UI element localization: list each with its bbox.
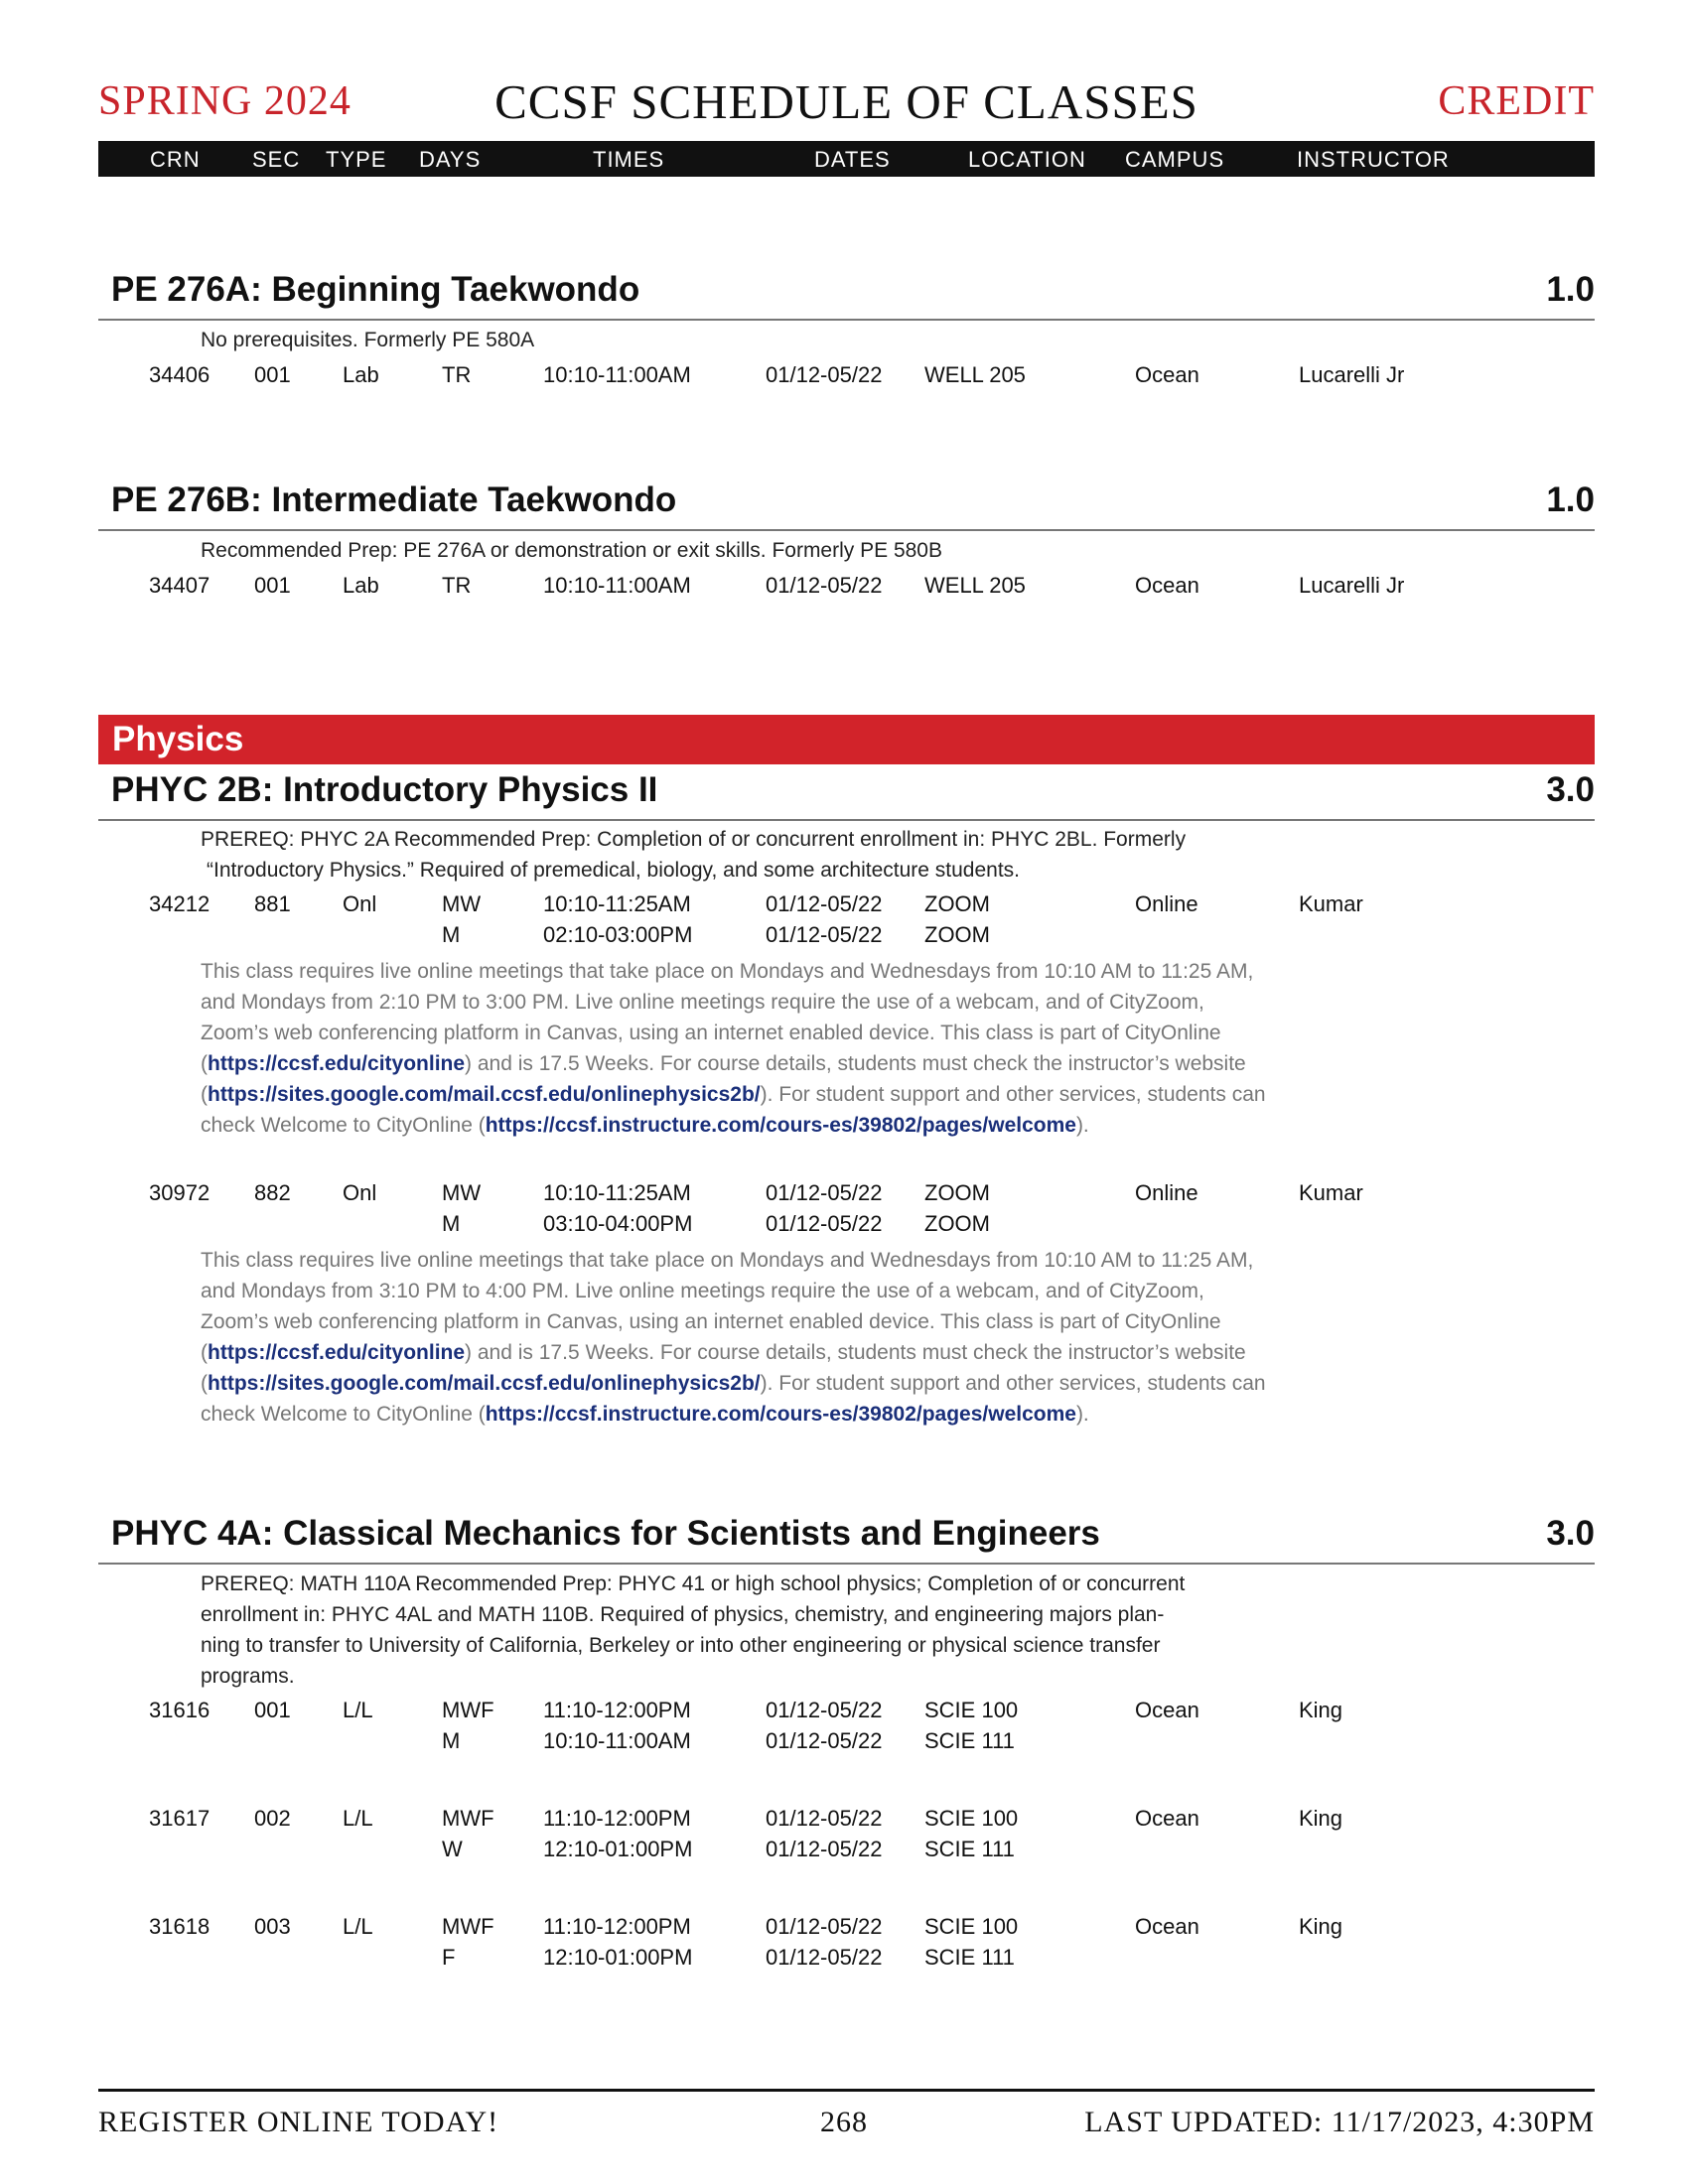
type: L/L [343, 1698, 373, 1722]
crn: 34212 [149, 891, 211, 916]
section-description [201, 956, 1273, 1141]
course-note: Recommended Prep: PE 276A or demonstration or exit skills. Formerly PE 580B [201, 539, 942, 562]
dates: 01/12-05/22 [766, 573, 883, 598]
days: M [442, 922, 461, 947]
crn: 30972 [149, 1180, 211, 1205]
type: Lab [343, 573, 379, 598]
location: SCIE 100 [924, 1806, 1019, 1831]
course-title: PE 276A: Beginning Taekwondo [111, 270, 640, 309]
days: M [442, 1728, 461, 1753]
location: SCIE 111 [924, 1728, 1015, 1753]
cityonline-link[interactable]: https://ccsf.edu/cityonline [208, 1052, 466, 1075]
times: 11:10-12:00PM [543, 1806, 691, 1831]
dates: 01/12-05/22 [766, 1728, 883, 1753]
instructor: King [1299, 1698, 1343, 1722]
days: MW [442, 1180, 482, 1205]
sec: 882 [254, 1180, 291, 1205]
register-online-text: REGISTER ONLINE TODAY! [98, 2106, 499, 2138]
location: WELL 205 [924, 573, 1026, 598]
col-location: LOCATION [968, 147, 1086, 172]
sec: 001 [254, 573, 291, 598]
course-note: programs. [201, 1665, 295, 1688]
location: SCIE 111 [924, 1837, 1015, 1861]
location: SCIE 100 [924, 1914, 1019, 1939]
location: WELL 205 [924, 362, 1026, 387]
dates: 01/12-05/22 [766, 1211, 883, 1236]
course-note: No prerequisites. Formerly PE 580A [201, 329, 535, 351]
instructor: Kumar [1299, 891, 1363, 916]
desc-text: ). For student support and other services, students can check Welcome to CityOnline ( [201, 1372, 1266, 1426]
campus: Online [1135, 1180, 1198, 1205]
sec: 881 [254, 891, 291, 916]
course-title: PE 276B: Intermediate Taekwondo [111, 480, 677, 519]
type: L/L [343, 1806, 373, 1831]
desc-text: This class requires live online meetings that take place on Mondays and Wednesdays from 10:10 AM to 11:25 AM, and Mondays from 2:10 PM to 3:00 PM. Live online meetings require the use of a webcam, and of CityZoom, Zoom’s web conferencing platform in Canvas, using an internet enabled device. This class is part of CityOnline ( [201, 960, 1254, 1075]
days: F [442, 1945, 456, 1970]
days: MW [442, 891, 482, 916]
times: 10:10-11:00AM [543, 573, 691, 598]
dates: 01/12-05/22 [766, 362, 883, 387]
times: 11:10-12:00PM [543, 1698, 691, 1722]
instructor-website-link[interactable]: https://sites.google.com/mail.ccsf.edu/onlinephysics2b/ [208, 1372, 761, 1395]
dates: 01/12-05/22 [766, 891, 883, 916]
crn: 31618 [149, 1914, 211, 1939]
sec: 003 [254, 1914, 291, 1939]
campus: Ocean [1135, 362, 1199, 387]
course-note: “Introductory Physics.” Required of premedical, biology, and some architecture students. [207, 859, 1020, 882]
days: M [442, 1211, 461, 1236]
sec: 001 [254, 1698, 291, 1722]
page-title: CCSF SCHEDULE OF CLASSES [494, 74, 1198, 129]
instructor: King [1299, 1806, 1343, 1831]
crn: 31616 [149, 1698, 211, 1722]
campus: Ocean [1135, 573, 1199, 598]
course-units: 1.0 [1546, 480, 1595, 519]
days: MWF [442, 1698, 494, 1722]
times: 11:10-12:00PM [543, 1914, 691, 1939]
desc-text: ). [1075, 1403, 1089, 1426]
location: ZOOM [924, 922, 990, 947]
page-number: 268 [820, 2106, 868, 2138]
times: 03:10-04:00PM [543, 1211, 693, 1236]
footer-divider [98, 2089, 1595, 2092]
section-description [201, 1245, 1273, 1430]
col-instructor: INSTRUCTOR [1297, 147, 1450, 172]
crn: 34407 [149, 573, 211, 598]
days: MWF [442, 1914, 494, 1939]
dates: 01/12-05/22 [766, 1806, 883, 1831]
sec: 001 [254, 362, 291, 387]
col-dates: DATES [814, 147, 891, 172]
col-crn: CRN [150, 147, 201, 172]
desc-text: ). For student support and other services, students can check Welcome to CityOnline ( [201, 1083, 1266, 1137]
col-days: DAYS [419, 147, 482, 172]
course-units: 3.0 [1546, 770, 1595, 809]
location: ZOOM [924, 1211, 990, 1236]
desc-text: ). [1075, 1114, 1089, 1137]
course-divider [98, 319, 1595, 321]
desc-text: ) and is 17.5 Weeks. For course details, students must check the instructor’s website ( [201, 1052, 1246, 1106]
campus: Ocean [1135, 1806, 1199, 1831]
section-header-label: Physics [112, 720, 244, 758]
col-sec: SEC [252, 147, 301, 172]
course-title: PHYC 4A: Classical Mechanics for Scientists and Engineers [111, 1514, 1100, 1553]
course-note: ning to transfer to University of California, Berkeley or into other engineering or physical science transfer [201, 1634, 1161, 1657]
times: 12:10-01:00PM [543, 1837, 693, 1861]
course-units: 1.0 [1546, 270, 1595, 309]
instructor: Lucarelli Jr [1299, 362, 1405, 387]
days: MWF [442, 1806, 494, 1831]
type: L/L [343, 1914, 373, 1939]
days: TR [442, 362, 472, 387]
dates: 01/12-05/22 [766, 1180, 883, 1205]
course-note: PREREQ: MATH 110A Recommended Prep: PHYC 41 or high school physics; Completion of or concurrent [201, 1572, 1186, 1595]
instructor: Lucarelli Jr [1299, 573, 1405, 598]
category-label: CREDIT [1438, 78, 1595, 124]
section-header-physics [98, 715, 1595, 764]
times: 10:10-11:00AM [543, 362, 691, 387]
campus: Ocean [1135, 1698, 1199, 1722]
cityonline-link[interactable]: https://ccsf.edu/cityonline [208, 1341, 466, 1364]
instructor: Kumar [1299, 1180, 1363, 1205]
welcome-page-link[interactable]: https://ccsf.instructure.com/cours-es/39802/pages/welcome [485, 1403, 1076, 1426]
times: 10:10-11:00AM [543, 1728, 691, 1753]
col-campus: CAMPUS [1125, 147, 1225, 172]
desc-text: ) and is 17.5 Weeks. For course details, students must check the instructor’s website ( [201, 1341, 1246, 1395]
location: ZOOM [924, 1180, 990, 1205]
campus: Ocean [1135, 1914, 1199, 1939]
instructor: King [1299, 1914, 1343, 1939]
page-header [98, 73, 1595, 131]
crn: 34406 [149, 362, 211, 387]
crn: 31617 [149, 1806, 211, 1831]
welcome-page-link[interactable]: https://ccsf.instructure.com/cours-es/39802/pages/welcome [485, 1114, 1076, 1137]
col-type: TYPE [326, 147, 387, 172]
dates: 01/12-05/22 [766, 922, 883, 947]
times: 02:10-03:00PM [543, 922, 693, 947]
course-units: 3.0 [1546, 1514, 1595, 1553]
campus: Online [1135, 891, 1198, 916]
last-updated-text: LAST UPDATED: 11/17/2023, 4:30PM [1084, 2106, 1595, 2138]
dates: 01/12-05/22 [766, 1698, 883, 1722]
course-divider [98, 529, 1595, 531]
location: SCIE 111 [924, 1945, 1015, 1970]
course-title: PHYC 2B: Introductory Physics II [111, 770, 658, 809]
type: Onl [343, 1180, 377, 1205]
instructor-website-link[interactable]: https://sites.google.com/mail.ccsf.edu/onlinephysics2b/ [208, 1083, 761, 1106]
term-label: SPRING 2024 [98, 78, 352, 124]
desc-text: This class requires live online meetings that take place on Mondays and Wednesdays from 10:10 AM to 11:25 AM, and Mondays from 3:10 PM to 4:00 PM. Live online meetings require the use of a webcam, and of CityZoom, Zoom’s web conferencing platform in Canvas, using an internet enabled device. This class is part of CityOnline ( [201, 1249, 1254, 1364]
days: W [442, 1837, 463, 1861]
times: 10:10-11:25AM [543, 891, 691, 916]
dates: 01/12-05/22 [766, 1945, 883, 1970]
column-header-bar [98, 141, 1595, 177]
col-times: TIMES [593, 147, 665, 172]
type: Onl [343, 891, 377, 916]
location: SCIE 100 [924, 1698, 1019, 1722]
times: 10:10-11:25AM [543, 1180, 691, 1205]
course-note: enrollment in: PHYC 4AL and MATH 110B. Required of physics, chemistry, and engineering majors plan- [201, 1603, 1165, 1626]
course-divider [98, 819, 1595, 821]
course-divider [98, 1563, 1595, 1565]
times: 12:10-01:00PM [543, 1945, 693, 1970]
location: ZOOM [924, 891, 990, 916]
course-note: PREREQ: PHYC 2A Recommended Prep: Completion of or concurrent enrollment in: PHYC 2BL. Formerly [201, 828, 1187, 851]
sec: 002 [254, 1806, 291, 1831]
type: Lab [343, 362, 379, 387]
dates: 01/12-05/22 [766, 1914, 883, 1939]
days: TR [442, 573, 472, 598]
dates: 01/12-05/22 [766, 1837, 883, 1861]
